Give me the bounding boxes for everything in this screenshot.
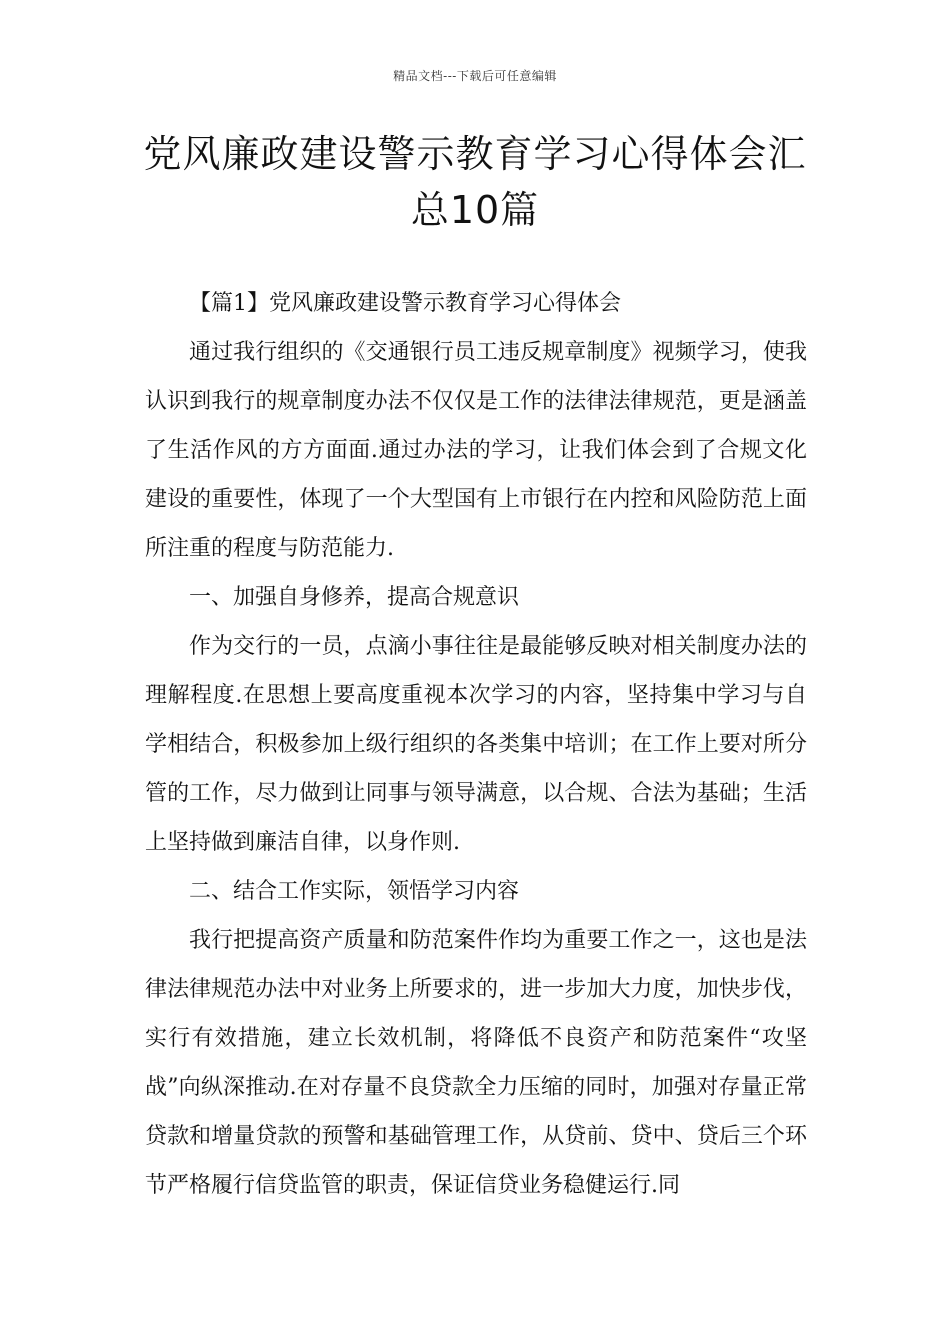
paragraph: 作为交行的一员，点滴小事往往是最能够反映对相关制度办法的理解程度.在思想上要高度重视本次学习的内容，坚持集中学习与自学相结合，积极参加上级行组织的各类集中培训；在工作上要对所分管的工作，尽力做到让同事与领导满意，以合规、合法为基础；生活上坚持做到廉洁自律，以身作则. [145, 634, 807, 855]
subsection-heading: 二、结合工作实际，领悟学习内容 [189, 879, 520, 904]
paragraph: 我行把提高资产质量和防范案件作均为重要工作之一，这也是法律法律规范办法中对业务上所要求的，进一步加大力度，加快步伐，实行有效措施，建立长效机制，将降低不良资产和防范案件“攻坚战”向纵深推动.在对存量不良贷款全力压缩的同时，加强对存量正常贷款和增量贷款的预警和基础管理工作，从贷前、贷中、贷后三个环节严格履行信贷监管的职责，保证信贷业务稳健运行.同 [145, 928, 807, 1198]
paragraph: 通过我行组织的《交通银行员工违反规章制度》视频学习，使我认识到我行的规章制度办法不仅仅是工作的法律法律规范，更是涵盖了生活作风的方方面面.通过办法的学习，让我们体会到了合规文化建设的重要性，体现了一个大型国有上市银行在内控和风险防范上面所注重的程度与防范能力. [145, 340, 807, 561]
document-body [145, 279, 807, 1210]
header-note: 精品文档---下载后可任意编辑 [393, 69, 557, 83]
document-title [130, 126, 820, 238]
subsection-heading: 一、加强自身修养，提高合规意识 [189, 585, 520, 610]
title-line-2: 总10篇 [410, 188, 540, 232]
title-line-1: 党风廉政建设警示教育学习心得体会汇 [143, 132, 807, 176]
section-heading: 【篇1】党风廉政建设警示教育学习心得体会 [189, 291, 621, 316]
